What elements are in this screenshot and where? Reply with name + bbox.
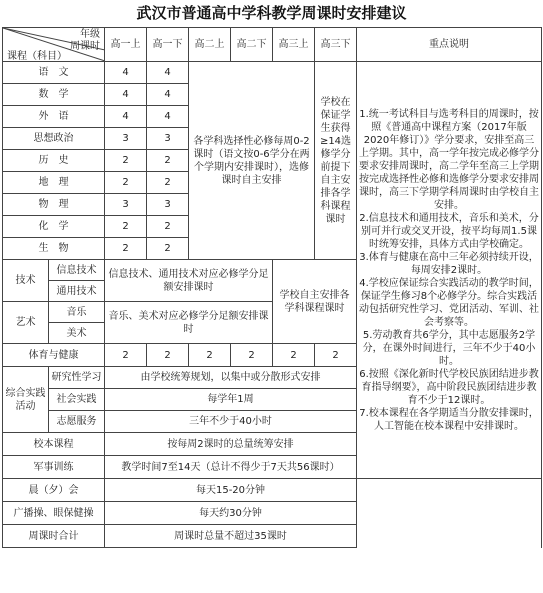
hours-cell: 2 — [105, 344, 147, 367]
page-title: 武汉市普通高中学科教学周课时安排建议 — [136, 4, 407, 22]
term-header: 高二上 — [189, 28, 231, 62]
practice-item: 研究性学习 — [49, 367, 105, 389]
arts-note: 音乐、美术对应必修学分足额安排课时 — [105, 302, 273, 344]
senior3-note: 学校在保证学生获得≥14选修学分前提下自主安排各学科课程课时 — [315, 62, 357, 260]
practice-note: 每学年1周 — [105, 389, 357, 411]
hours-cell: 2 — [105, 150, 147, 172]
subject-name: 化 学 — [3, 216, 105, 238]
hours-cell: 2 — [231, 344, 273, 367]
hours-cell: 2 — [105, 216, 147, 238]
hours-cell: 4 — [147, 106, 189, 128]
other-row — [3, 502, 542, 525]
tech-note: 信息技术、通用技术对应必修学分足额安排课时 — [105, 260, 273, 302]
header-grade: 年级 — [80, 29, 100, 40]
subject-name: 外 语 — [3, 106, 105, 128]
hours-cell: 2 — [147, 150, 189, 172]
header-course: 课程（科目） — [7, 51, 67, 62]
note-item: 6.按照《深化新时代学校民族团结进步教育指导纲要》，高中阶段民族团结进步教育不少于12课时。 — [359, 368, 539, 406]
other-note: 教学时间7至14天（总计不得少于7天共56课时） — [105, 456, 357, 479]
practice-item: 社会实践 — [49, 389, 105, 411]
hours-cell: 4 — [105, 62, 147, 84]
note-item: 3.体育与健康在高中三年必须持续开设，每周安排2课时。 — [359, 251, 539, 276]
other-name: 校本课程 — [3, 433, 105, 456]
schedule-table — [2, 27, 542, 548]
practice-note: 三年不少于40小时 — [105, 411, 357, 433]
total-row — [3, 525, 542, 548]
hours-cell: 2 — [315, 344, 357, 367]
hours-cell: 2 — [105, 238, 147, 260]
tech-arts-senior3-note: 学校自主安排各学科课程课时 — [273, 260, 357, 344]
other-note: 每天约30分钟 — [105, 502, 357, 525]
hours-cell: 3 — [105, 128, 147, 150]
subject-name: 语 文 — [3, 62, 105, 84]
note-item: 4.学校应保证综合实践活动的教学时间，保证学生修习8个必修学分。综合实践活动包括研究性学习、党团活动、军训、社会考察等。 — [359, 277, 539, 328]
hours-cell: 2 — [105, 172, 147, 194]
arts-group: 艺术 — [3, 302, 49, 344]
tech-item: 信息技术 — [49, 260, 105, 281]
notes-cell — [357, 62, 542, 479]
other-name: 广播操、眼保健操 — [3, 502, 105, 525]
other-name: 军事训练 — [3, 456, 105, 479]
subject-name: 物 理 — [3, 194, 105, 216]
hours-cell: 4 — [147, 84, 189, 106]
other-row — [3, 479, 542, 502]
subject-name: 地 理 — [3, 172, 105, 194]
hours-cell: 4 — [147, 62, 189, 84]
subject-name: 历 史 — [3, 150, 105, 172]
hours-cell: 2 — [147, 344, 189, 367]
header-row — [3, 28, 542, 62]
hours-cell: 2 — [147, 216, 189, 238]
note-item: 7.校本课程在各学期适当分散安排课时，人工智能在校本课程中安排课时。 — [359, 407, 539, 432]
hours-cell: 3 — [147, 128, 189, 150]
other-note: 按每周2课时的总量统筹安排 — [105, 433, 357, 456]
tech-item: 通用技术 — [49, 281, 105, 302]
term-header: 高一上 — [105, 28, 147, 62]
hours-cell: 2 — [189, 344, 231, 367]
tech-group: 技术 — [3, 260, 49, 302]
hours-cell: 2 — [147, 172, 189, 194]
subject-name: 生 物 — [3, 238, 105, 260]
header-weekly-hours: 周课时 — [70, 41, 100, 52]
subject-name: 数 学 — [3, 84, 105, 106]
practice-item: 志愿服务 — [49, 411, 105, 433]
term-header: 高三上 — [273, 28, 315, 62]
elective-note: 各学科选择性必修每周0-2课时（语文按0-6学分在两个学期内安排课时），选修课时自主安排 — [189, 62, 315, 260]
other-name: 周课时合计 — [3, 525, 105, 548]
hours-cell: 3 — [147, 194, 189, 216]
note-item: 1.统一考试科目与选考科目的周课时，按照《普通高中课程方案（2017年版2020年修订）》学分要求，安排至高三上学期。其中，高一学年按完成必修学分要求安排周课时，高二学年至高三上学期按完成选择性必修和选修学分要求安排周课时，高三下学期学科周课时由学校自主安排。 — [359, 108, 539, 211]
hours-cell: 4 — [105, 84, 147, 106]
hours-cell: 4 — [105, 106, 147, 128]
term-header: 高一下 — [147, 28, 189, 62]
note-item: 2.信息技术和通用技术，音乐和美术，分别可并行或交叉开设，按平均每周1.5课时统筹安排，具体方式由学校确定。 — [359, 212, 539, 250]
other-note: 周课时总量不超过35课时 — [105, 525, 357, 548]
hours-cell: 2 — [147, 238, 189, 260]
subject-row — [3, 62, 542, 84]
practice-group: 综合实践活动 — [3, 367, 49, 433]
arts-item: 美术 — [49, 323, 105, 344]
term-header: 高三下 — [315, 28, 357, 62]
hours-cell: 2 — [273, 344, 315, 367]
pe-name: 体育与健康 — [3, 344, 105, 367]
term-header: 高二下 — [231, 28, 273, 62]
arts-item: 音乐 — [49, 302, 105, 323]
header-corner — [3, 28, 105, 62]
hours-cell: 3 — [105, 194, 147, 216]
notes-header: 重点说明 — [357, 28, 542, 62]
practice-note: 由学校统筹规划，以集中或分散形式安排 — [105, 367, 357, 389]
subject-name: 思想政治 — [3, 128, 105, 150]
other-name: 晨（夕）会 — [3, 479, 105, 502]
other-note: 每天15-20分钟 — [105, 479, 357, 502]
note-item: 5.劳动教育共6学分，其中志愿服务2学分，在课外时间进行，三年不少于40小时。 — [362, 329, 536, 367]
